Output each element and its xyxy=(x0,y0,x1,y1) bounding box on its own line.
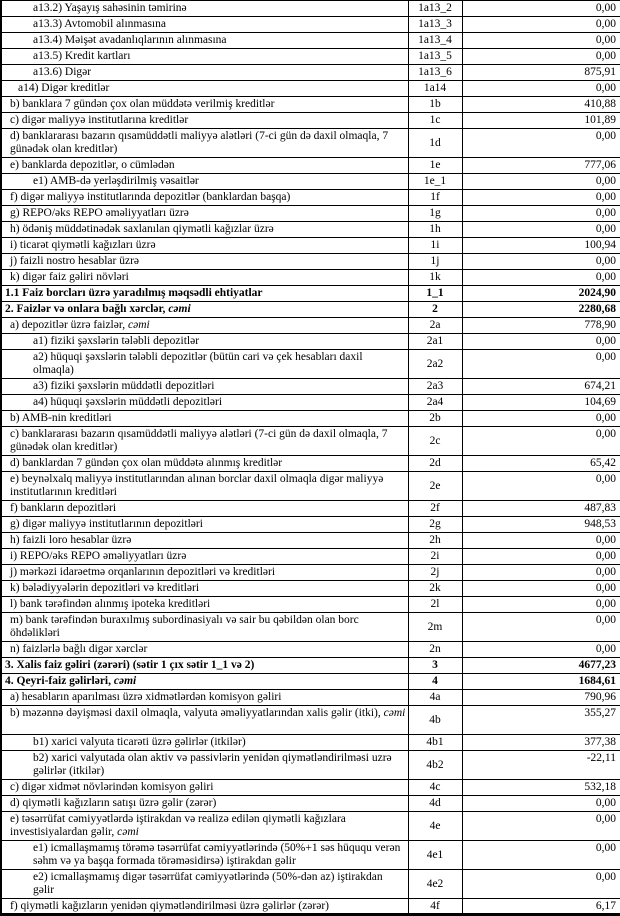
row-label: j) faizli nostro hesablar üzrə xyxy=(10,255,139,267)
table-row xyxy=(1,812,620,841)
row-value: 674,21 xyxy=(462,379,620,395)
row-label: a3) fiziki şəxslərin müddətli depozitləri xyxy=(33,380,215,392)
row-label-cell xyxy=(1,379,408,395)
row-label: e1) icmallaşmamış törəmə təsərrüfat cəmiyyətlərində (50%+1 səs hüququ verən səhm və ya başqa formada törəməsidirsə) iştirakdan gəlir xyxy=(33,842,401,867)
row-label-cell xyxy=(1,206,408,222)
row-label: i) ticarət qiymətli kağızları üzrə xyxy=(10,239,156,251)
row-value: 790,96 xyxy=(462,690,620,706)
row-value: 104,69 xyxy=(462,395,620,411)
row-label: g) digər maliyyə institutlarının depozitləri xyxy=(10,518,203,530)
row-value: 1684,61 xyxy=(462,674,620,690)
row-label-cell xyxy=(1,456,408,472)
table-row xyxy=(1,113,620,129)
table-row xyxy=(1,379,620,395)
row-label: h) ödəniş müddətinədək saxlanılan qiymətli kağızlar üzrə xyxy=(10,223,274,235)
table-row xyxy=(1,690,620,706)
table-row xyxy=(1,190,620,206)
row-code: 1h xyxy=(408,222,462,238)
row-code: 4b1 xyxy=(408,735,462,751)
row-label: f) digər maliyyə institutlarında depozitlər (banklardan başqa) xyxy=(10,191,291,203)
row-value: 0,00 xyxy=(462,841,620,870)
row-label-cell xyxy=(1,395,408,411)
row-label-cell xyxy=(1,674,408,690)
row-label-cell xyxy=(1,129,408,158)
row-code: 2i xyxy=(408,549,462,565)
row-label-cell xyxy=(1,517,408,533)
row-code: 1a13_2 xyxy=(408,1,462,17)
row-label: d) banklararası bazarın qısamüddətli maliyyə alətləri (7-ci gün də daxil olmaqla, 7 günədək olan kreditlər) xyxy=(10,130,389,155)
row-label-cell xyxy=(1,427,408,456)
row-value: 4677,23 xyxy=(462,658,620,674)
table-row xyxy=(1,735,620,751)
row-label-cell xyxy=(1,254,408,270)
row-label: e2) icmallaşmamış digər təsərrüfat cəmiyyətlərində (50%-dən az) iştirakdan gəlir xyxy=(33,871,383,896)
row-label-cell xyxy=(1,350,408,379)
row-label: c) digər maliyyə institutlarına kreditlər xyxy=(10,114,189,126)
row-code: 4e xyxy=(408,812,462,841)
row-label-cell xyxy=(1,690,408,706)
row-label-cell xyxy=(1,318,408,334)
row-label-cell xyxy=(1,33,408,49)
table-row xyxy=(1,318,620,334)
row-value: 487,83 xyxy=(462,501,620,517)
row-label-cell xyxy=(1,751,408,780)
row-value: 778,90 xyxy=(462,318,620,334)
row-label: c) banklararası bazarın qısamüddətli maliyyə alətləri (7-ci gün də daxil olmaqla, 7 günədək olan kreditlər) xyxy=(10,428,388,453)
row-value: 0,00 xyxy=(462,206,620,222)
table-body xyxy=(1,1,620,915)
row-label: b) AMB-nin kreditləri xyxy=(10,412,112,424)
table-row xyxy=(1,706,620,735)
row-value: 0,00 xyxy=(462,350,620,379)
table-row xyxy=(1,870,620,899)
table-row xyxy=(1,899,620,915)
row-code: 2n xyxy=(408,642,462,658)
table-row xyxy=(1,97,620,113)
row-label: a14) Digər kreditlər xyxy=(18,82,110,94)
row-code: 2a1 xyxy=(408,334,462,350)
row-label-cell xyxy=(1,796,408,812)
row-value: 0,00 xyxy=(462,174,620,190)
row-value: 0,00 xyxy=(462,597,620,613)
row-value: 0,00 xyxy=(462,870,620,899)
table-row xyxy=(1,17,620,33)
row-code: 1e_1 xyxy=(408,174,462,190)
row-code: 1c xyxy=(408,113,462,129)
row-label: d) qiymətli kağızların satışı üzrə gəlir (zərər) xyxy=(10,797,217,809)
row-label-cell xyxy=(1,65,408,81)
row-label: a13.5) Kredit kartları xyxy=(33,50,131,62)
row-code: 2a xyxy=(408,318,462,334)
row-value: 0,00 xyxy=(462,17,620,33)
row-label-cell xyxy=(1,97,408,113)
row-label-cell xyxy=(1,334,408,350)
row-label: a) depozitlər üzrə faizlər, xyxy=(10,319,128,331)
row-label-cell xyxy=(1,222,408,238)
row-label: b) banklara 7 gündən çox olan müddətə verilmiş kreditlər xyxy=(10,98,275,110)
table-row xyxy=(1,597,620,613)
row-label: c) digər xidmət növlərindən komisyon gəliri xyxy=(10,781,214,793)
table-row xyxy=(1,658,620,674)
row-code: 2b xyxy=(408,411,462,427)
row-code: 4a xyxy=(408,690,462,706)
table-row xyxy=(1,334,620,350)
table-row xyxy=(1,456,620,472)
row-label-italic: cəmi xyxy=(383,707,406,719)
table-row xyxy=(1,206,620,222)
row-code: 1a14 xyxy=(408,81,462,97)
row-value: -22,11 xyxy=(462,751,620,780)
row-label-cell xyxy=(1,302,408,318)
row-label-cell xyxy=(1,870,408,899)
table-row xyxy=(1,565,620,581)
row-label-cell xyxy=(1,270,408,286)
row-code: 1b xyxy=(408,97,462,113)
row-value: 0,00 xyxy=(462,533,620,549)
row-label-cell xyxy=(1,565,408,581)
row-value: 2280,68 xyxy=(462,302,620,318)
table-row xyxy=(1,751,620,780)
table-row xyxy=(1,286,620,302)
row-label: a) hesabların aparılması üzrə xidmətlərdən komisyon gəliri xyxy=(10,691,282,703)
row-label: m) bank tərəfindən buraxılmış subordinasiyalı və sair bu qəbildən olan borc öhdəlikləri xyxy=(10,614,359,639)
table-row xyxy=(1,613,620,642)
table-row xyxy=(1,254,620,270)
table-row xyxy=(1,81,620,97)
row-value: 0,00 xyxy=(462,254,620,270)
row-label: j) mərkəzi idarəetmə orqanlarının depozitləri və kreditləri xyxy=(10,566,276,578)
table-row xyxy=(1,1,620,17)
row-code: 1a13_6 xyxy=(408,65,462,81)
row-code: 2k xyxy=(408,581,462,597)
row-code: 1k xyxy=(408,270,462,286)
row-value: 948,53 xyxy=(462,517,620,533)
table-row xyxy=(1,33,620,49)
table-row xyxy=(1,581,620,597)
table-row xyxy=(1,642,620,658)
row-label-cell xyxy=(1,658,408,674)
row-label-cell xyxy=(1,49,408,65)
row-label: a1) fiziki şəxslərin tələbli depozitlər xyxy=(33,335,200,347)
row-code: 1e xyxy=(408,158,462,174)
row-label: a13.4) Məişət avadanlıqlarının alınmasına xyxy=(33,34,227,46)
row-label-cell xyxy=(1,286,408,302)
row-code: 4b2 xyxy=(408,751,462,780)
row-value: 0,00 xyxy=(462,190,620,206)
row-value: 0,00 xyxy=(462,613,620,642)
row-value: 0,00 xyxy=(462,642,620,658)
table-row xyxy=(1,501,620,517)
row-value: 0,00 xyxy=(462,33,620,49)
row-label: a13.2) Yaşayış sahəsinin təmirinə xyxy=(33,2,187,14)
row-value: 377,38 xyxy=(462,735,620,751)
row-value: 875,91 xyxy=(462,65,620,81)
row-code: 2j xyxy=(408,565,462,581)
table-row xyxy=(1,158,620,174)
row-code: 2e xyxy=(408,472,462,501)
row-code: 2h xyxy=(408,533,462,549)
row-value: 0,00 xyxy=(462,796,620,812)
row-label-cell xyxy=(1,533,408,549)
row-value: 0,00 xyxy=(462,49,620,65)
row-code: 1_1 xyxy=(408,286,462,302)
row-value: 0,00 xyxy=(462,334,620,350)
row-code: 2d xyxy=(408,456,462,472)
row-code: 3 xyxy=(408,658,462,674)
row-code: 1d xyxy=(408,129,462,158)
row-label: i) REPO/əks REPO əməliyyatları üzrə xyxy=(10,550,187,562)
row-code: 4d xyxy=(408,796,462,812)
row-label-cell xyxy=(1,549,408,565)
row-label: k) digər faiz gəliri növləri xyxy=(10,271,129,283)
table-row xyxy=(1,174,620,190)
row-label-cell xyxy=(1,158,408,174)
table-row xyxy=(1,395,620,411)
row-code: 4e2 xyxy=(408,870,462,899)
row-label: f) bankların depozitləri xyxy=(10,502,117,514)
row-label: a13.3) Avtomobil alınmasına xyxy=(33,18,166,30)
row-label: e) təsərrüfat cəmiyyətlərdə iştirakdan və realizə edilən qiymətli kağızlara investisiyalardan gəlir, xyxy=(10,813,346,838)
row-label-italic: cəmi xyxy=(113,675,137,687)
table-row xyxy=(1,841,620,870)
row-label-cell xyxy=(1,238,408,254)
row-label-cell xyxy=(1,613,408,642)
row-label-cell xyxy=(1,113,408,129)
row-value: 0,00 xyxy=(462,581,620,597)
row-label: h) faizli loro hesablar üzrə xyxy=(10,534,132,546)
row-label-cell xyxy=(1,899,408,915)
row-value: 0,00 xyxy=(462,427,620,456)
row-label-cell xyxy=(1,597,408,613)
row-label-cell xyxy=(1,501,408,517)
row-label: n) faizlərlə bağlı digər xərclər xyxy=(10,643,148,655)
row-label-cell xyxy=(1,1,408,17)
row-code: 2 xyxy=(408,302,462,318)
row-value: 0,00 xyxy=(462,270,620,286)
table-row xyxy=(1,270,620,286)
row-label: 4. Qeyri-faiz gəlirləri, xyxy=(5,675,114,687)
table-row xyxy=(1,427,620,456)
row-code: 1a13_3 xyxy=(408,17,462,33)
row-label: 1.1 Faiz borcları üzrə yaradılmış məqsədli ehtiyatlar xyxy=(5,287,263,299)
row-value: 0,00 xyxy=(462,129,620,158)
row-value: 0,00 xyxy=(462,549,620,565)
table-row xyxy=(1,49,620,65)
row-code: 2f xyxy=(408,501,462,517)
row-code: 2a3 xyxy=(408,379,462,395)
row-code: 2a2 xyxy=(408,350,462,379)
table-row xyxy=(1,129,620,158)
row-code: 2l xyxy=(408,597,462,613)
row-label: a13.6) Digər xyxy=(33,66,92,78)
row-code: 2g xyxy=(408,517,462,533)
row-value: 0,00 xyxy=(462,81,620,97)
row-value: 410,88 xyxy=(462,97,620,113)
row-label-cell xyxy=(1,642,408,658)
table-row xyxy=(1,780,620,796)
row-value: 65,42 xyxy=(462,456,620,472)
row-label: b1) xarici valyuta ticarəti üzrə gəlirlər (itkilər) xyxy=(33,736,246,748)
row-label: f) qiymətli kağızların yenidən qiymətləndirilməsi üzrə gəlirlər (zərər) xyxy=(10,899,329,912)
row-label-cell xyxy=(1,190,408,206)
row-label: b2) xarici valyutada olan aktiv və passivlərin yenidən qiymətləndirilməsi uzrə gəlirlər (itkilər) xyxy=(33,752,392,777)
row-label-cell xyxy=(1,706,408,735)
row-label-cell xyxy=(1,411,408,427)
row-code: 1i xyxy=(408,238,462,254)
row-code: 1a13_5 xyxy=(408,49,462,65)
row-label-cell xyxy=(1,174,408,190)
table-row xyxy=(1,302,620,318)
table-row xyxy=(1,65,620,81)
row-label: b) məzənnə dəyişməsi daxil olmaqla, valyuta əməliyyatlarından xalis gəlir (itki), xyxy=(10,707,384,719)
row-label: a2) hüquqi şəxslərin tələbli depozitlər (bütün cari və çek hesabları daxil olmaqla) xyxy=(33,351,363,376)
row-value: 2024,90 xyxy=(462,286,620,302)
row-value: 777,06 xyxy=(462,158,620,174)
row-value: 6,17 xyxy=(462,899,620,915)
row-value: 532,18 xyxy=(462,780,620,796)
row-label: l) bank tərəfindən alınmış ipoteka kreditləri xyxy=(10,598,211,610)
row-code: 4e1 xyxy=(408,841,462,870)
row-label-cell xyxy=(1,780,408,796)
row-value: 101,89 xyxy=(462,113,620,129)
row-code: 1a13_4 xyxy=(408,33,462,49)
row-label-cell xyxy=(1,81,408,97)
row-label: e1) AMB-də yerləşdirilmiş vəsaitlər xyxy=(33,175,199,187)
row-code: 2c xyxy=(408,427,462,456)
row-code: 2a4 xyxy=(408,395,462,411)
row-value: 0,00 xyxy=(462,565,620,581)
row-code: 4b xyxy=(408,706,462,735)
row-label-italic: cəmi xyxy=(127,319,150,331)
row-label-cell xyxy=(1,472,408,501)
row-value: 0,00 xyxy=(462,411,620,427)
row-value: 100,94 xyxy=(462,238,620,254)
row-label-cell xyxy=(1,17,408,33)
row-label-cell xyxy=(1,581,408,597)
table-row xyxy=(1,517,620,533)
row-code: 1g xyxy=(408,206,462,222)
table-row xyxy=(1,796,620,812)
row-value: 0,00 xyxy=(462,222,620,238)
row-code: 1f xyxy=(408,190,462,206)
row-label: e) beynəlxalq maliyyə institutlarından alınan borclar daxil olmaqla digər maliyyə institutlarının kreditləri xyxy=(10,473,384,498)
row-label: g) REPO/əks REPO əməliyyatları üzrə xyxy=(10,207,189,219)
row-code: 1j xyxy=(408,254,462,270)
row-label: d) banklardan 7 gündən çox olan müddətə alınmış kreditlər xyxy=(10,457,283,469)
table-row xyxy=(1,549,620,565)
row-code: 4c xyxy=(408,780,462,796)
table-row xyxy=(1,222,620,238)
table-row xyxy=(1,411,620,427)
row-value: 0,00 xyxy=(462,472,620,501)
table-row xyxy=(1,674,620,690)
row-label: 3. Xalis faiz gəliri (zərəri) (sətir 1 çıx sətir 1_1 və 2) xyxy=(5,659,255,671)
row-label: 2. Faizlər və onlara bağlı xərclər, xyxy=(5,303,169,315)
table-row xyxy=(1,350,620,379)
row-value: 0,00 xyxy=(462,812,620,841)
table-row xyxy=(1,238,620,254)
row-value: 355,27 xyxy=(462,706,620,735)
table-row xyxy=(1,472,620,501)
table-row xyxy=(1,533,620,549)
row-label-cell xyxy=(1,841,408,870)
row-label: a4) hüquqi şəxslərin müddətli depozitləri xyxy=(33,396,223,408)
row-label-italic: cəmi xyxy=(117,826,139,838)
row-code: 4f xyxy=(408,899,462,915)
row-label-cell xyxy=(1,735,408,751)
row-code: 2m xyxy=(408,613,462,642)
row-code: 4 xyxy=(408,674,462,690)
row-label: e) banklarda depozitlər, o cümlədən xyxy=(10,159,175,171)
row-label-cell xyxy=(1,812,408,841)
row-value: 0,00 xyxy=(462,1,620,17)
row-label-italic: cəmi xyxy=(168,303,191,315)
row-label: k) bələdiyyələrin depozitləri və kreditləri xyxy=(10,582,200,594)
